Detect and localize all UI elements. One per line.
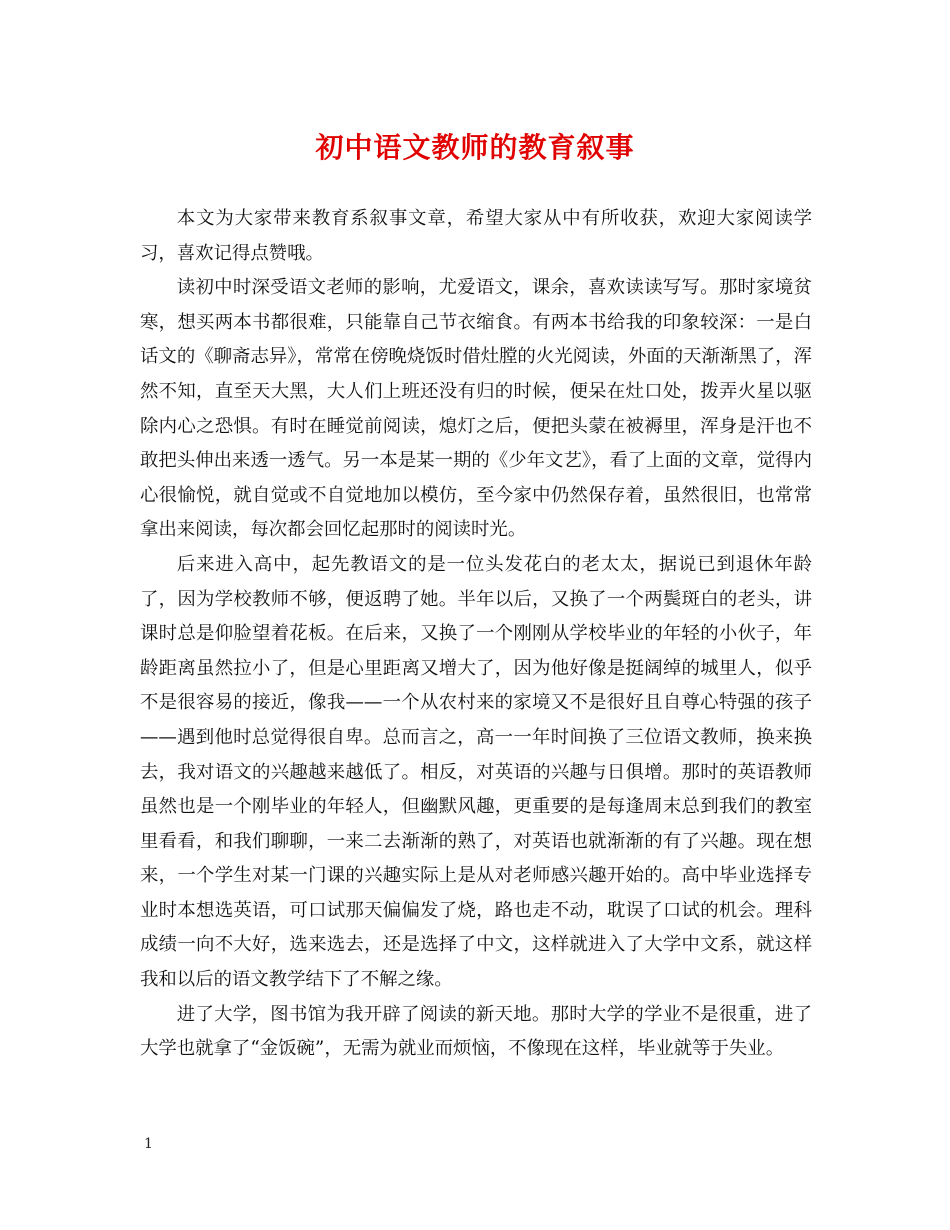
- paragraph-intro: 本文为大家带来教育系叙事文章，希望大家从中有所收获，欢迎大家阅读学习，喜欢记得点赞哦。: [140, 208, 812, 264]
- paragraph-high-school: 后来进入高中，起先教语文的是一位头发花白的老太太，据说已到退休年龄了，因为学校教师不够，便返聘了她。半年以后，又换了一个两鬓斑白的老头，讲课时总是仰脸望着花板。在后来，又换了一个刚刚从学校毕业的年轻的小伙子，年龄距离虽然拉小了，但是心里距离又增大了，因为他好像是挺阔绰的城里人，似乎不是很容易的接近，像我——一个从农村来的家境又不是很好且自尊心特强的孩子——遇到他时总觉得很自卑。总而言之，高一一年时间换了三位语文教师，换来换去，我对语文的兴趣越来越低了。相反，对英语的兴趣与日俱增。那时的英语教师虽然也是一个刚毕业的年轻人，但幽默风趣，更重要的是每逢周末总到我们的教室里看看，和我们聊聊，一来二去渐渐的熟了，对英语也就渐渐的有了兴趣。现在想来，一个学生对某一门课的兴趣实际上是从对老师感兴趣开始的。高中毕业选择专业时本想选英语，可口试那天偏偏发了烧，路也走不动，耽误了口试的机会。理科成绩一向不大好，选来选去，还是选择了中文，这样就进入了大学中文系，就这样我和以后的语文教学结下了不解之缘。: [140, 553, 812, 991]
- document-body: [140, 202, 812, 1067]
- page-number: 1: [144, 1136, 153, 1152]
- document-title: 初中语文教师的教育叙事: [315, 131, 635, 164]
- paragraph-university: 进了大学，图书馆为我开辟了阅读的新天地。那时大学的学业不是很重，进了大学也就拿了“金饭碗”，无需为就业而烦恼，不像现在这样，毕业就等于失业。: [140, 1003, 812, 1060]
- paragraph-junior-high: 读初中时深受语文老师的影响，尤爱语文，课余，喜欢读读写写。那时家境贫寒，想买两本书都很难，只能靠自己节衣缩食。有两本书给我的印象较深：一是白话文的《聊斋志异》，常常在傍晚烧饭时借灶膛的火光阅读，外面的天渐渐黑了，浑然不知，直至天大黑，大人们上班还没有归的时候，便呆在灶口处，拨弄火星以驱除内心之恐惧。有时在睡觉前阅读，熄灯之后，便把头蒙在被褥里，浑身是汗也不敢把头伸出来透一透气。另一本是某一期的《少年文艺》，看了上面的文章，觉得内心很愉悦，就自觉或不自觉地加以模仿，至今家中仍然保存着，虽然很旧，也常常拿出来阅读，每次都会回忆起那时的阅读时光。: [140, 277, 812, 541]
